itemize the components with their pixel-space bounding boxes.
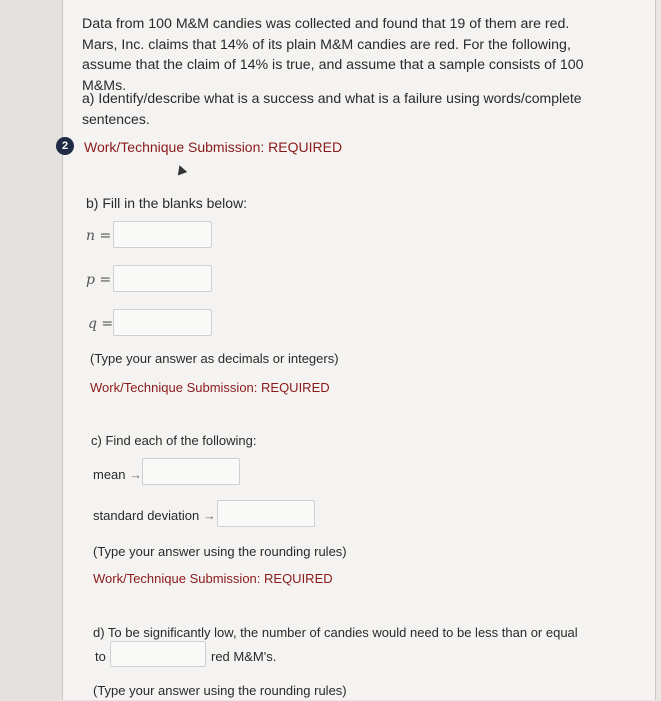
part-c-prompt: c) Find each of the following: [91,433,257,448]
part-c-requirement: Work/Technique Submission: REQUIRED [93,571,333,586]
question-number-badge: 2 [56,137,74,155]
part-d-note: (Type your answer using the rounding rules) [93,683,347,698]
part-d-suffix: red M&M's. [211,649,277,664]
sd-label-text: standard deviation [93,508,200,523]
left-margin [0,0,62,700]
p-input[interactable] [113,265,212,292]
part-c-note: (Type your answer using the rounding rules) [93,544,347,559]
sd-label [93,506,216,526]
part-d-prompt: d) To be significantly low, the number of candies would need to be less than or equal [93,625,578,640]
part-d-to-label: to [95,649,106,664]
part-b-requirement: Work/Technique Submission: REQUIRED [90,380,330,395]
n-label: n = [86,228,112,244]
q-label: q = [88,316,114,332]
mean-label [93,465,142,485]
part-a-requirement: Work/Technique Submission: REQUIRED [84,139,343,155]
part-a-prompt: a) Identify/describe what is a success and what is a failure using words/complete sentences. [82,90,582,127]
question-intro: Data from 100 M&M candies was collected and found that 19 of them are red. Mars, Inc. claims that 14% of its plain M&M candies are red. For the following, assume that the claim of 14% is true, and assume that a sample consists of 100 M&Ms. [82,16,584,94]
arrow-right-icon: → [202,508,216,523]
mean-input[interactable] [142,458,240,485]
mean-label-text: mean [93,467,126,482]
n-input[interactable] [113,221,212,248]
significantly-low-input[interactable] [110,641,206,667]
sd-input[interactable] [217,500,315,527]
p-label: p = [86,272,112,288]
arrow-right-icon: → [129,467,143,482]
part-b-prompt: b) Fill in the blanks below: [86,195,248,211]
part-b-note: (Type your answer as decimals or integers) [90,351,339,366]
q-input[interactable] [113,309,212,336]
